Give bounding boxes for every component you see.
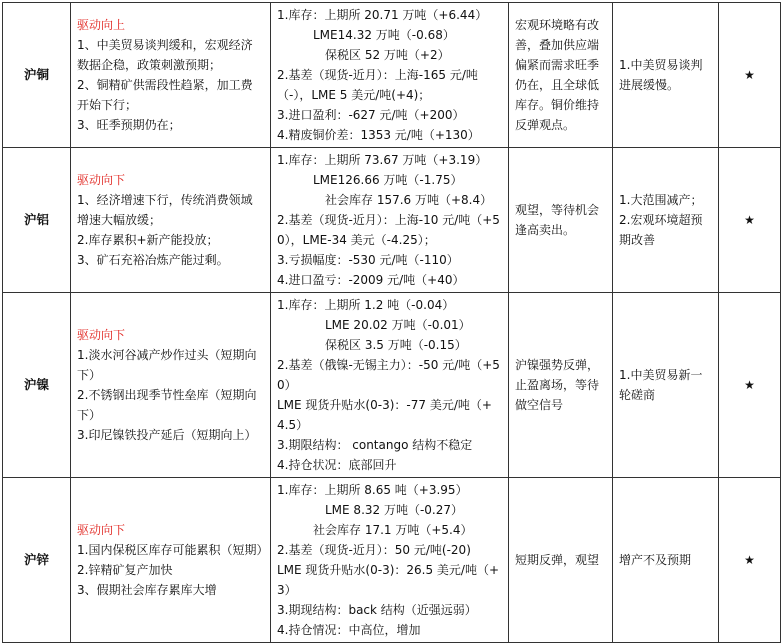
driver-item: 3、旺季预期仍在； <box>77 118 181 132</box>
metal-name: 沪铜 <box>3 3 71 148</box>
view-cell: 观望，等待机会逢高卖出。 <box>509 148 613 293</box>
data-item: 保税区 52 万吨（+2） <box>325 48 450 62</box>
table-row-nickel <box>3 293 781 478</box>
data-item: 2.基差（俄镍-无锡主力）：-50 元/吨（+50） <box>277 358 500 392</box>
data-cell <box>271 3 509 148</box>
data-cell <box>271 148 509 293</box>
view-cell: 短期反弹，观望 <box>509 478 613 643</box>
data-item: LME 8.32 万吨（-0.27） <box>325 503 464 517</box>
data-item: 3.期现结构：back 结构（近强远弱） <box>277 603 477 617</box>
driver-cell <box>71 148 271 293</box>
data-item: 4.进口盈亏：-2009 元/吨（+40） <box>277 273 465 287</box>
driver-item: 3.印尼镍铁投产延后（短期向上） <box>77 428 257 442</box>
view-cell: 宏观环境略有改善，叠加供应端偏紧而需求旺季仍在，且全球低库存。铜价维持反弹观点。 <box>509 3 613 148</box>
driver-item: 2、铜精矿供需段性趋紧，加工费开始下行； <box>77 78 253 112</box>
data-cell <box>271 293 509 478</box>
data-item: 1.库存：上期所 73.67 万吨（+3.19） <box>277 153 488 167</box>
metal-name: 沪锌 <box>3 478 71 643</box>
data-item: 2.基差（现货-近月）：50 元/吨(-20) <box>277 543 471 557</box>
driver-item: 2.锌精矿复产加快 <box>77 563 173 577</box>
view-cell: 沪镍强势反弹，止盈离场，等待做空信号 <box>509 293 613 478</box>
driver-item: 1.淡水河谷减产炒作过头（短期向下） <box>77 348 257 382</box>
data-item: LME 20.02 万吨（-0.01） <box>325 318 471 332</box>
star-icon: ★ <box>719 293 781 478</box>
data-item: 1.库存：上期所 1.2 吨（-0.04） <box>277 298 455 312</box>
metal-name: 沪镍 <box>3 293 71 478</box>
data-item: 2.基差（现货-近月）：上海-10 元/吨（+50），LME-34 美元（-4.25）； <box>277 213 500 247</box>
star-icon: ★ <box>719 3 781 148</box>
data-item: LME126.66 万吨（-1.75） <box>313 173 463 187</box>
risk-cell: 增产不及预期 <box>613 478 719 643</box>
driver-title: 驱动向上 <box>77 18 126 32</box>
data-item: 保税区 3.5 万吨（-0.15） <box>325 338 467 352</box>
table-row-aluminum <box>3 148 781 293</box>
driver-cell <box>71 478 271 643</box>
driver-item: 1.国内保税区库存可能累积（短期） <box>77 543 269 557</box>
data-item: LME 现货升贴水(0-3)：26.5 美元/吨（+3） <box>277 563 500 597</box>
driver-title: 驱动向下 <box>77 328 126 342</box>
risk-cell: 1.中美贸易谈判进展缓慢。 <box>613 3 719 148</box>
driver-item: 3、假期社会库存累库大增 <box>77 583 217 597</box>
data-cell <box>271 478 509 643</box>
commodity-table <box>2 2 781 643</box>
data-item: 社会库存 17.1 万吨（+5.4） <box>313 523 473 537</box>
metal-name: 沪铝 <box>3 148 71 293</box>
star-icon: ★ <box>719 148 781 293</box>
data-item: 4.持仓情况：中高位，增加 <box>277 623 421 637</box>
data-item: 社会库存 157.6 万吨（+8.4） <box>325 193 493 207</box>
driver-title: 驱动向下 <box>77 173 126 187</box>
data-item: LME14.32 万吨（-0.68） <box>313 28 455 42</box>
driver-item: 2.不锈钢出现季节性垒库（短期向下） <box>77 388 257 422</box>
table-row-copper <box>3 3 781 148</box>
data-item: 4.精废铜价差：1353 元/吨（+130） <box>277 128 480 142</box>
driver-item: 2.库存累积+新产能投放； <box>77 233 219 247</box>
driver-item: 1、中美贸易谈判缓和，宏观经济数据企稳，政策刺激预期； <box>77 38 253 72</box>
driver-cell <box>71 293 271 478</box>
table-row-zinc <box>3 478 781 643</box>
data-item: 3.亏损幅度：-530 元/吨（-110） <box>277 253 459 267</box>
driver-title: 驱动向下 <box>77 523 126 537</box>
data-item: 2.基差（现货-近月）：上海-165 元/吨（-），LME 5 美元/吨(+4)； <box>277 68 478 102</box>
risk-cell: 1.中美贸易新一轮磋商 <box>613 293 719 478</box>
data-item: 4.持仓状况：底部回升 <box>277 458 397 472</box>
driver-item: 1、经济增速下行，传统消费领域增速大幅放缓； <box>77 193 253 227</box>
driver-cell <box>71 3 271 148</box>
data-item: 3.期限结构： contango 结构不稳定 <box>277 438 473 452</box>
data-item: 3.进口盈利：-627 元/吨（+200） <box>277 108 465 122</box>
data-item: 1.库存：上期所 8.65 吨（+3.95） <box>277 483 468 497</box>
star-icon: ★ <box>719 478 781 643</box>
risk-cell: 1.大范围减产；2.宏观环境超预期改善 <box>613 148 719 293</box>
driver-item: 3、矿石充裕冶炼产能过剩。 <box>77 253 229 267</box>
data-item: LME 现货升贴水(0-3)：-77 美元/吨（+4.5） <box>277 398 492 432</box>
data-item: 1.库存：上期所 20.71 万吨（+6.44） <box>277 8 488 22</box>
